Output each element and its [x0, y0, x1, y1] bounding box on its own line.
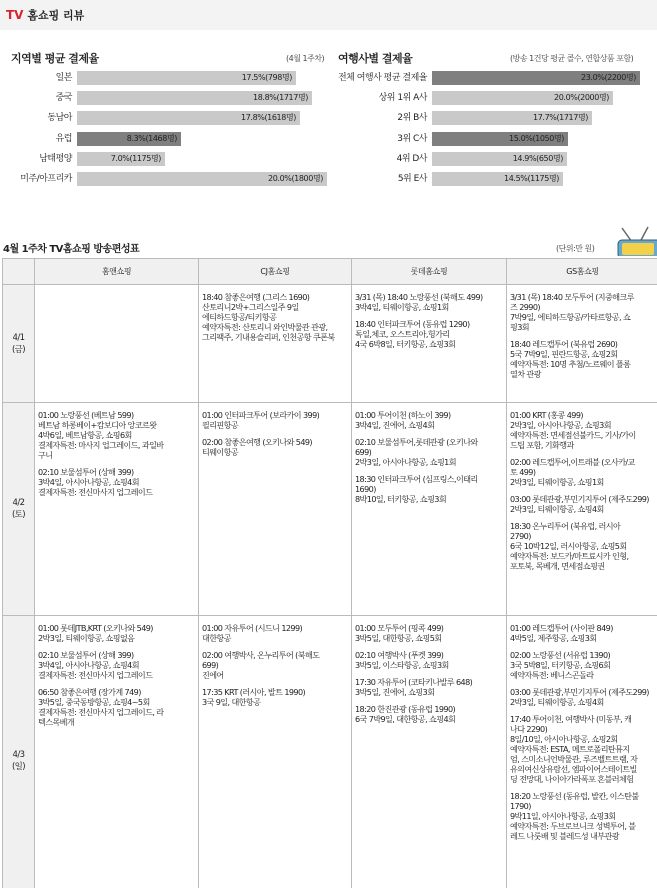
page-title: [6, 7, 84, 23]
program-line: 결제자특전: 전신마사지 업그레이드: [38, 487, 153, 497]
bar-label: 3위 C사: [397, 133, 427, 144]
program-line: 즈 2990): [510, 302, 540, 312]
program-line: 1690): [355, 484, 376, 494]
program-line: 예약자특전: 산토리니 와인박물관 관광,: [202, 322, 328, 332]
program-line: 01:00 모두투어 (핑콕 499): [355, 623, 444, 633]
program-line: 01:00 투어이천 (하노이 399): [355, 410, 451, 420]
program-line: 2박3일, 티웨이항공, 쇼핑없음: [38, 633, 135, 643]
program-line: 03:00 롯데관광,부민기지투어 (제주도299): [510, 494, 649, 504]
bar-value: 8.3%(1468명): [126, 133, 177, 143]
regional-title: 지역별 평균 결제율: [11, 52, 99, 65]
program-entry: [355, 623, 503, 643]
bar-label: 동남아: [47, 113, 72, 124]
schedule-row: [3, 285, 657, 403]
program-line: 18:30 인터파크투어 (심프링스,이태리: [355, 474, 478, 484]
day-label: (토): [11, 510, 26, 520]
program-entry: [510, 687, 655, 707]
program-entry: [510, 714, 655, 784]
program-line: 01:00 인터파크투어 (보라카이 399): [202, 410, 320, 420]
program-line: 18:30 온누리투어 (북유럽, 러시아: [510, 521, 621, 531]
schedule-cell: [352, 616, 507, 888]
bar-label: 전체 여행사 평균 결제율: [337, 73, 427, 83]
program-line: 6국 10박12일, 러시아항공, 쇼핑5회: [510, 541, 627, 551]
program-line: 02:00 참좋은여행 (오키나와 549): [202, 437, 312, 447]
program-line: 3박5일, 이스타항공, 쇼핑3회: [355, 660, 449, 670]
program-entry: [202, 623, 348, 643]
program-line: 결제자특전: 마사지 업그레이드, 과일바: [38, 440, 164, 450]
program-line: 예약자특전: 10명 추첨/노르웨이 플롬: [510, 359, 631, 369]
day-label: 4/1: [12, 332, 25, 343]
schedule-table: [2, 258, 657, 888]
program-line: 4박5일, 제주항공, 쇼핑3회: [510, 633, 597, 643]
col-header: CJ홈쇼핑: [199, 259, 352, 285]
program-entry: [355, 677, 503, 697]
day-label: (금): [11, 344, 26, 355]
program-line: 4국 6박8일, 터키항공, 쇼핑3회: [355, 339, 456, 349]
program-entry: [202, 410, 348, 430]
tv-icon: [612, 226, 657, 256]
day-label: (일): [11, 761, 26, 772]
program-line: 02:10 보물섬투어 (상해 399): [38, 650, 134, 660]
header-corner: [3, 259, 35, 285]
program-line: 7박9일, 에티하드항공/카타르항공, 쇼: [510, 312, 631, 322]
day-cell: [3, 403, 35, 616]
program-line: 2박3일, 티웨이항공, 쇼핑4회: [510, 504, 604, 514]
program-line: 예약자특전: 두브로브니크 성벽투어, 블: [510, 821, 636, 831]
program-line: 3/31 (목) 18:40 노랑풍선 (북해도 499): [355, 292, 483, 302]
program-line: 5국 7박9일, 핀란드항공, 쇼핑2회: [510, 349, 618, 359]
schedule-cell: [35, 285, 199, 403]
program-entry: [510, 339, 655, 379]
program-entry: [510, 410, 655, 450]
program-line: 2박3일, 아시아나항공, 쇼핑1회: [355, 457, 456, 467]
program-line: 01:00 KRT (홍콩 499): [510, 410, 583, 420]
program-entry: [355, 474, 503, 504]
regional-note: (4월 1주차): [286, 54, 325, 63]
program-entry: [355, 292, 503, 312]
program-line: 699): [202, 660, 219, 670]
program-line: 진에어: [202, 670, 224, 680]
program-line: 베트남 하롱베이+캄보디아 앙코르왓: [38, 420, 157, 430]
program-line: 3박5일, 진에어, 쇼핑3회: [355, 687, 435, 697]
schedule-cell: [507, 616, 657, 888]
program-line: 예약자특전: ESTA, 메트로폴리탄뮤지: [510, 744, 630, 754]
program-line: 레드 나룻배 및 블레드성 내부관광: [510, 831, 619, 841]
bar-label: 미주/아프리카: [20, 174, 72, 184]
program-line: 2박3일, 티웨이항공, 쇼핑1회: [510, 477, 604, 487]
program-line: 17:35 KRT (러시아, 발트 1990): [202, 687, 306, 697]
program-line: 3박4일, 티웨이항공, 쇼핑1회: [355, 302, 449, 312]
program-line: 드팁 포함, 기화행과: [510, 440, 574, 450]
bar-value: 7.0%(1175명): [110, 153, 161, 163]
program-line: 2박3일, 아시아나항공, 쇼핑3회: [510, 420, 611, 430]
program-line: 17:30 자유투어 (코타키나발루 648): [355, 677, 473, 687]
program-line: 엄, 스미소니언박물관, 루즈벨트트램, 자: [510, 754, 638, 764]
program-line: 3/31 (목) 18:40 모두투어 (지중해크루: [510, 292, 634, 302]
schedule-row: [3, 403, 657, 616]
program-entry: [38, 623, 195, 643]
bar-label: 유럽: [55, 133, 72, 144]
bar-label: 5위 E사: [397, 174, 427, 184]
program-entry: [355, 319, 503, 349]
program-line: 9박11일, 아시아나항공, 쇼핑3회: [510, 811, 616, 821]
program-entry: [38, 687, 195, 727]
program-entry: [202, 687, 348, 707]
program-line: 18:40 참좋은여행 (그리스 1690): [202, 292, 310, 302]
bar-label: 상위 1위 A사: [378, 93, 427, 104]
program-line: 18:40 레드캡투어 (북유럽 2690): [510, 339, 618, 349]
schedule-cell: [507, 285, 657, 403]
program-line: 01:00 롯데JTB,KRT (오키나와 549): [38, 623, 153, 633]
bar-label: 일본: [55, 73, 72, 83]
program-line: 나다 2290): [510, 724, 548, 734]
program-line: 02:10 여행박사 (푸켓 399): [355, 650, 444, 660]
schedule-cell: [352, 285, 507, 403]
day-cell: [3, 616, 35, 888]
program-line: 02:00 노랑풍선 (서유럽 1390): [510, 650, 611, 660]
program-entry: [510, 650, 655, 680]
title-rest: 홈쇼핑 리뷰: [23, 9, 85, 22]
bar-value: 14.9%(650명): [512, 153, 563, 163]
program-line: 02:10 보물섬투어 (상해 399): [38, 467, 134, 477]
program-line: 티웨이항공: [202, 447, 239, 457]
day-cell: [3, 285, 35, 403]
program-entry: [202, 437, 348, 457]
schedule-cell: [199, 616, 352, 888]
bar-label: 남태평양: [39, 153, 72, 164]
col-header: 롯데홈쇼핑: [352, 259, 507, 285]
bar-value: 17.8%(1618명): [241, 113, 296, 123]
schedule-cell: [35, 403, 199, 616]
program-entry: [355, 650, 503, 670]
bar-value: 15.0%(1050명): [509, 133, 564, 143]
program-line: 예약자특전: 베니스곤돌라: [510, 670, 594, 680]
program-line: 02:00 레드캡투어,이트래블 (오사카/교: [510, 457, 635, 467]
bar-value: 23.0%(2200명): [581, 73, 636, 82]
program-line: 06:50 참좋은여행 (장가계 749): [38, 687, 141, 697]
program-line: 구니: [38, 450, 53, 460]
program-line: 02:00 여행박사, 온누리투어 (북해도: [202, 650, 320, 660]
program-entry: [355, 410, 503, 430]
program-entry: [510, 494, 655, 514]
bar-value: 17.5%(798명): [241, 73, 292, 82]
program-line: 01:00 자유투어 (시드니 1299): [202, 623, 303, 633]
program-entry: [510, 623, 655, 643]
bar-value: 17.7%(1717명): [533, 113, 588, 123]
program-entry: [510, 457, 655, 487]
program-line: 3박5일, 대한항공, 쇼핑5회: [355, 633, 442, 643]
program-line: 핑3회: [510, 322, 529, 332]
title-tv: TV: [6, 8, 24, 22]
program-line: 예약자특전: 보드카/마트료시카 인형,: [510, 551, 629, 561]
col-header: GS홈쇼핑: [507, 259, 657, 285]
program-entry: [510, 521, 655, 571]
col-header: 홈앤쇼핑: [35, 259, 199, 285]
schedule-row: [3, 616, 657, 888]
program-line: 18:40 인터파크투어 (동유럽 1290): [355, 319, 470, 329]
day-label: 4/2: [12, 498, 25, 508]
schedule-cell: [352, 403, 507, 616]
program-entry: [38, 410, 195, 460]
program-entry: [355, 437, 503, 467]
schedule-title: 4월 1주차 TV홈쇼핑 방송편성표: [3, 244, 140, 255]
schedule-cell: [199, 403, 352, 616]
bar-value: 18.8%(1717명): [253, 93, 308, 103]
schedule-cell: [35, 616, 199, 888]
program-line: 토 499): [510, 467, 536, 477]
program-line: 그리팩주, 기내용슬리퍼, 인천공항 쿠폰북: [202, 332, 335, 342]
program-line: 대한항공: [202, 633, 231, 643]
program-line: 에티하드항공/티키항공: [202, 312, 277, 322]
program-entry: [202, 650, 348, 680]
program-line: 필리핀항공: [202, 420, 239, 430]
program-line: 4박6일, 베트남항공, 쇼핑6회: [38, 430, 132, 440]
program-line: 699): [355, 447, 372, 457]
program-line: 02:10 보물섬투어,롯데관광 (오키나와: [355, 437, 478, 447]
program-line: 1790): [510, 801, 531, 811]
schedule-unit: (단위:만 원): [556, 244, 595, 253]
program-line: 18:20 노랑풍선 (동유럽, 발칸, 이스탄불: [510, 791, 639, 801]
program-line: 8일/10일, 아시아나항공, 쇼핑2회: [510, 734, 618, 744]
program-entry: [202, 292, 348, 342]
day-label: 4/3: [12, 749, 25, 760]
program-line: 결제자특전: 전신마사지 업그레이드: [38, 670, 153, 680]
agency-note: (방송 1건당 평균 콜수, 연합상품 포함): [510, 54, 634, 63]
agency-title: 여행사별 결제율: [338, 52, 413, 65]
program-line: 17:40 투어이천, 여행박사 (미동부, 캐: [510, 714, 632, 724]
schedule-header-row: [3, 259, 657, 285]
program-line: 딩 전망대, 나이아가라폭포 혼블러체험: [510, 774, 634, 784]
program-line: 포토북, 목베개, 면세점쇼핑권: [510, 561, 605, 571]
program-line: 18:20 한진관광 (동유럽 1990): [355, 704, 456, 714]
schedule-cell: [199, 285, 352, 403]
program-line: 2790): [510, 531, 531, 541]
schedule-cell: [507, 403, 657, 616]
program-line: 예약자특전: 면세점선불카드, 기사/가이: [510, 430, 636, 440]
program-entry: [510, 292, 655, 332]
program-line: 2박3일, 티웨이항공, 쇼핑4회: [510, 697, 604, 707]
program-line: 8박10일, 터키항공, 쇼핑3회: [355, 494, 447, 504]
program-line: 산토리니2박+그리스일주 9일: [202, 302, 299, 312]
program-line: 유의여신상유람선, 엠파이어스테이트빌: [510, 764, 637, 774]
program-line: 03:00 롯데관광,부민기지투어 (제주도299): [510, 687, 649, 697]
bar-label: 2위 B사: [397, 113, 427, 124]
program-line: 결제자특전: 전신마사지 업그레이드, 라: [38, 707, 164, 717]
program-entry: [38, 650, 195, 680]
program-line: 01:00 노랑풍선 (베트남 599): [38, 410, 134, 420]
program-line: 01:00 레드캡투어 (사이판 849): [510, 623, 613, 633]
program-line: 6국 7박9일, 대한항공, 쇼핑4회: [355, 714, 456, 724]
program-line: 3국 9일, 대한항공: [202, 697, 261, 707]
program-line: 3박4일, 진에어, 쇼핑4회: [355, 420, 435, 430]
program-entry: [510, 791, 655, 841]
header-band: [0, 0, 657, 30]
bar-value: 20.0%(1800명): [268, 174, 323, 183]
bar-value: 14.5%(1175명): [504, 174, 559, 183]
program-line: 열차 관광: [510, 369, 541, 379]
program-entry: [38, 467, 195, 497]
bar-label: 4위 D사: [396, 153, 427, 164]
program-line: 독일,체코, 오스트리아,헝가리: [355, 329, 450, 339]
program-line: 3박4일, 아시아나항공, 쇼핑4회: [38, 477, 139, 487]
bar-value: 20.0%(2000명): [554, 93, 609, 103]
program-line: 3박5일, 중국동방항공, 쇼핑4~5회: [38, 697, 150, 707]
program-line: 3국 5박8일, 터키항공, 쇼핑6회: [510, 660, 611, 670]
program-line: 3박4일, 아시아나항공, 쇼핑4회: [38, 660, 139, 670]
program-entry: [355, 704, 503, 724]
bar-label: 중국: [55, 93, 72, 104]
program-line: 텍스목베개: [38, 717, 75, 727]
